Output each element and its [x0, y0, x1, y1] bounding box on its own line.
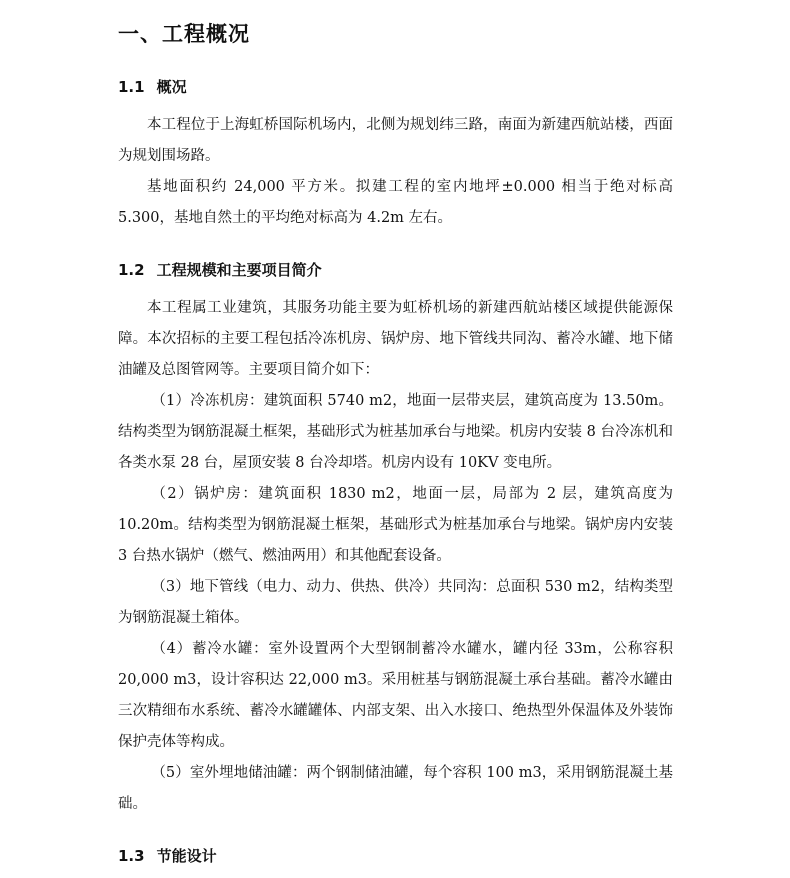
paragraph-location: 本工程位于上海虹桥国际机场内，北侧为规划纬三路，南面为新建西航站楼，西面为规划围场路。 [118, 117, 673, 164]
section-title-text: 概况 [156, 78, 187, 96]
paragraph-item-cold-storage-tank: （4）蓄冷水罐：室外设置两个大型钢制蓄冷水罐水，罐内径 33m，公称容积 20,000 m3，设计容积达 22,000 m3。采用桩基与钢筋混凝土承台基础。蓄冷水罐由三次精细布水系统、蓄冷水罐罐体、内部支架、出入水接口、绝热型外保温体及外装饰保护壳体等构成。 [118, 641, 673, 750]
paragraph-item-chiller-room: （1）冷冻机房：建筑面积 5740 m2，地面一层带夹层，建筑高度为 13.50m。结构类型为钢筋混凝土框架，基础形式为桩基加承台与地梁。机房内安装 8 台冷冻机和各类水泵 28 台，屋顶安装 8 台冷却塔。机房内设有 10KV 变电所。 [118, 393, 673, 471]
section-number: 1.2 [118, 261, 145, 279]
section-title-text: 节能设计 [156, 847, 217, 865]
paragraph-item-oil-tank: （5）室外埋地储油罐：两个钢制储油罐，每个容积 100 m3，采用钢筋混凝土基础。 [118, 765, 673, 812]
section-title-text: 工程规模和主要项目简介 [156, 261, 322, 279]
section-number: 1.1 [118, 78, 145, 96]
section-number: 1.3 [118, 847, 145, 865]
section-heading-1-1 [118, 76, 187, 97]
paragraph-site-area: 基地面积约 24,000 平方米。拟建工程的室内地坪±0.000 相当于绝对标高 5.300，基地自然土的平均绝对标高为 4.2m 左右。 [118, 179, 673, 226]
paragraph-item-boiler-room: （2）锅炉房：建筑面积 1830 m2，地面一层，局部为 2 层，建筑高度为 10.20m。结构类型为钢筋混凝土框架，基础形式为桩基加承台与地梁。锅炉房内安装 3 台热水锅炉（燃气、燃油两用）和其他配套设备。 [118, 486, 673, 564]
section-heading-1-2 [118, 259, 322, 280]
paragraph-item-utility-tunnel: （3）地下管线（电力、动力、供热、供冷）共同沟：总面积 530 m2，结构类型为钢筋混凝土箱体。 [118, 579, 673, 626]
paragraph-scope-intro: 本工程属工业建筑，其服务功能主要为虹桥机场的新建西航站楼区域提供能源保障。本次招标的主要工程包括冷冻机房、锅炉房、地下管线共同沟、蓄冷水罐、地下储油罐及总图管网等。主要项目简介如下： [118, 300, 673, 378]
section-heading-1-3 [118, 845, 217, 866]
chapter-title: 一、工程概况 [118, 22, 250, 46]
